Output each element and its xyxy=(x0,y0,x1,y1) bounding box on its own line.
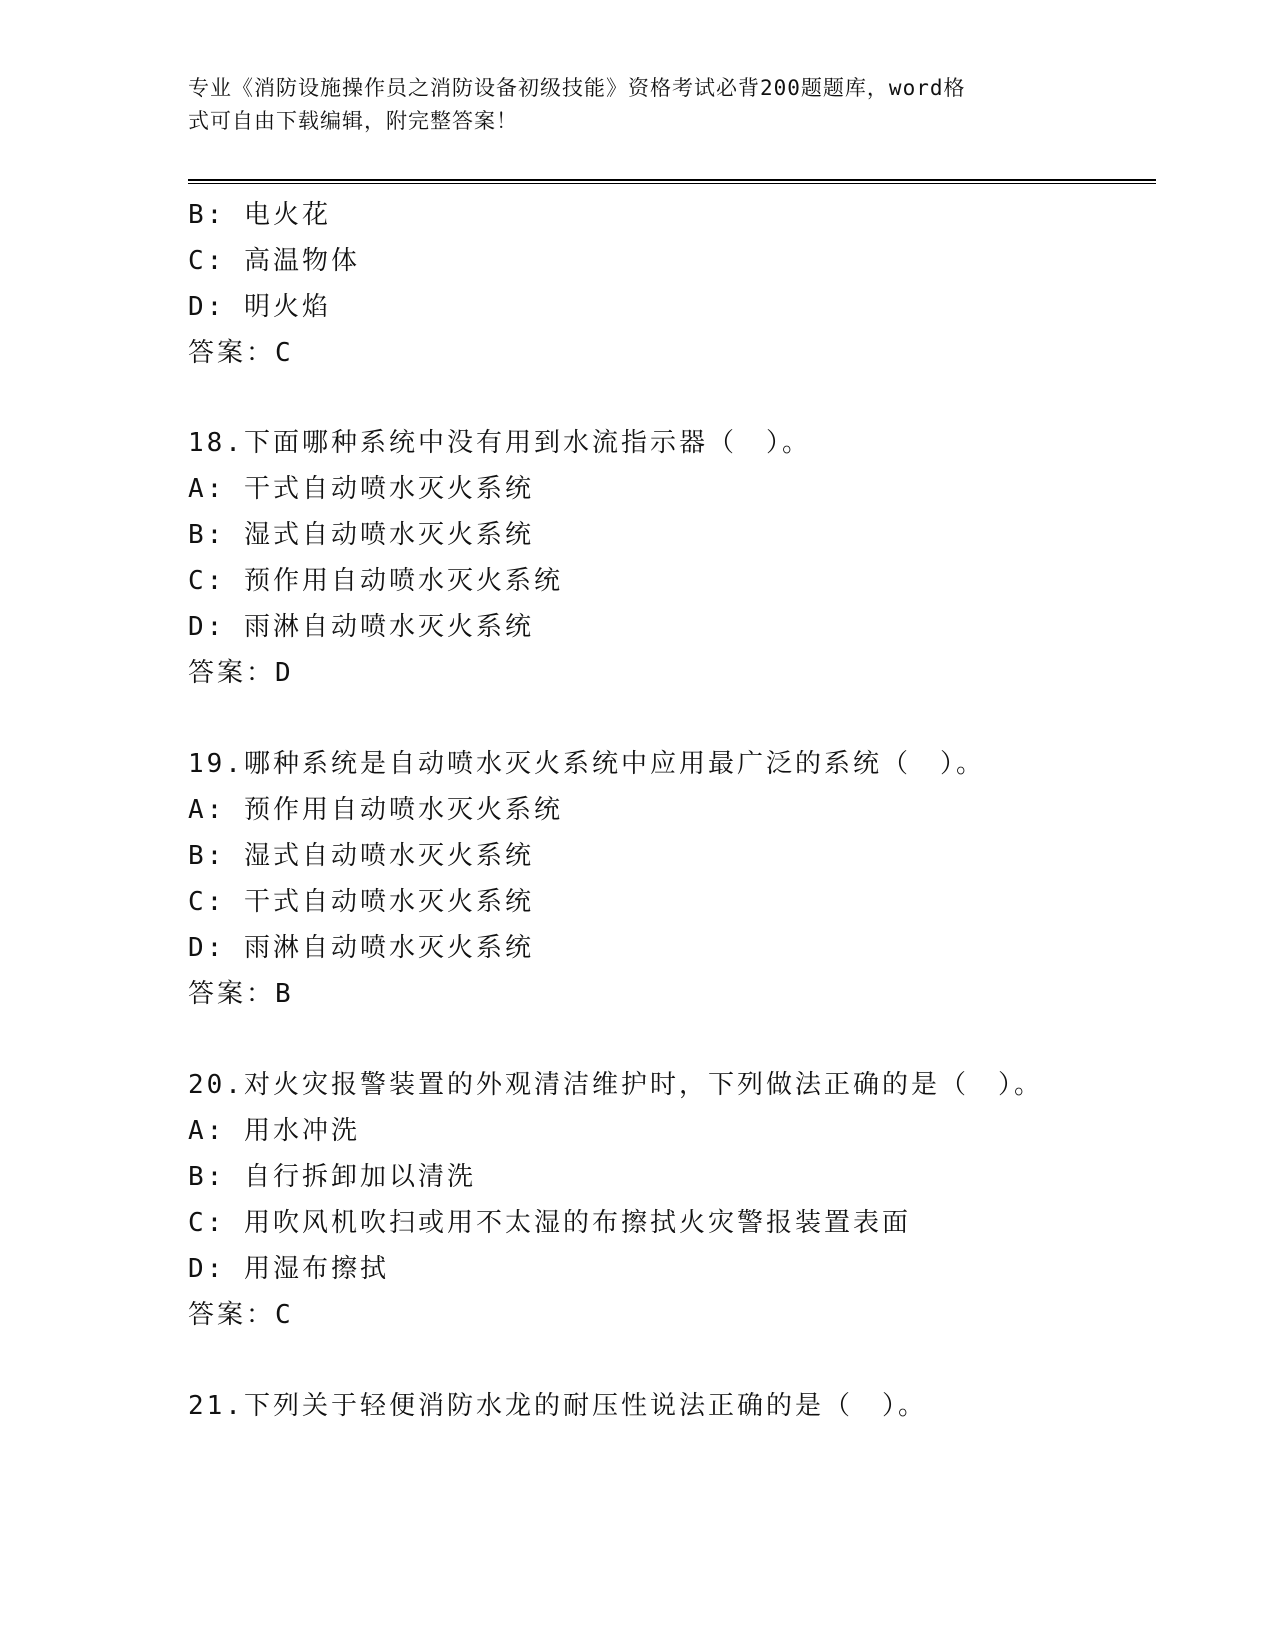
option-a: A: 用水冲洗 xyxy=(188,1116,360,1146)
option-c: C: 预作用自动喷水灭火系统 xyxy=(188,566,563,596)
option-c: C: 干式自动喷水灭火系统 xyxy=(188,887,534,917)
question-stem: 19.哪种系统是自动喷水灭火系统中应用最广泛的系统（ ）。 xyxy=(188,749,985,779)
question-18 xyxy=(188,420,1156,696)
option-c: C: 用吹风机吹扫或用不太湿的布擦拭火灾警报装置表面 xyxy=(188,1208,911,1238)
option-b: B: 电火花 xyxy=(188,200,331,230)
option-a: A: 预作用自动喷水灭火系统 xyxy=(188,795,563,825)
option-a: A: 干式自动喷水灭火系统 xyxy=(188,474,534,504)
option-d: D: 雨淋自动喷水灭火系统 xyxy=(188,933,534,963)
answer-line: 答案：C xyxy=(188,1300,294,1330)
option-b: B: 湿式自动喷水灭火系统 xyxy=(188,841,534,871)
answer-line: 答案：C xyxy=(188,338,294,368)
header-divider xyxy=(188,179,1156,184)
option-d: D: 明火焰 xyxy=(188,292,331,322)
option-d: D: 用湿布擦拭 xyxy=(188,1254,389,1284)
answer-line: 答案：B xyxy=(188,979,294,1009)
answer-line: 答案：D xyxy=(188,658,294,688)
question-list xyxy=(188,192,1156,1429)
option-b: B: 湿式自动喷水灭火系统 xyxy=(188,520,534,550)
question-stem: 18.下面哪种系统中没有用到水流指示器（ ）。 xyxy=(188,428,811,458)
question-stem: 21.下列关于轻便消防水龙的耐压性说法正确的是（ ）。 xyxy=(188,1391,927,1421)
option-c: C: 高温物体 xyxy=(188,246,360,276)
option-b: B: 自行拆卸加以清洗 xyxy=(188,1162,476,1192)
question-stem: 20.对火灾报警装置的外观清洁维护时，下列做法正确的是（ ）。 xyxy=(188,1070,1043,1100)
question-17-tail xyxy=(188,192,1156,376)
question-21 xyxy=(188,1383,1156,1429)
document-header xyxy=(188,72,1068,138)
question-19 xyxy=(188,741,1156,1017)
option-d: D: 雨淋自动喷水灭火系统 xyxy=(188,612,534,642)
header-line-1: 专业《消防设施操作员之消防设备初级技能》资格考试必背200题题库，word格 xyxy=(188,76,966,100)
question-20 xyxy=(188,1062,1156,1338)
header-line-2: 式可自由下载编辑，附完整答案！ xyxy=(188,109,518,133)
